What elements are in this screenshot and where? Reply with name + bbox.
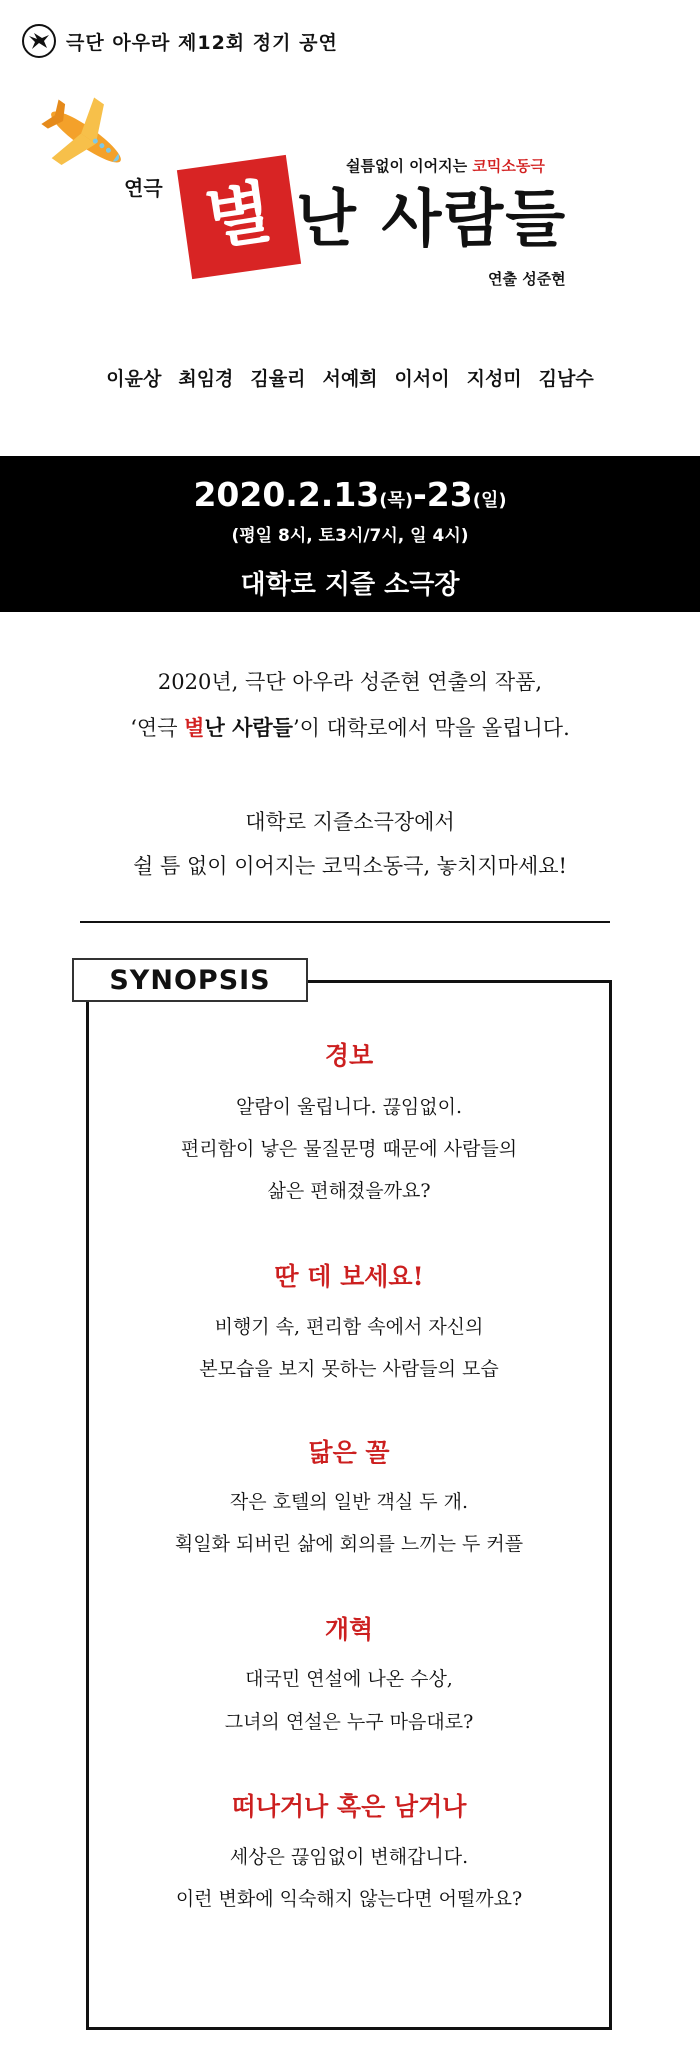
synopsis-line: 그녀의 연설은 누구 마음대로? [224,1711,474,1733]
synopsis-line: 알람이 울립니다. 끊임없이. [235,1096,463,1118]
intro-title-highlight: 별 [184,715,205,740]
cast-list [0,364,700,391]
title-subtitle [346,155,545,176]
synopsis-label [72,958,308,1002]
cast-member: 최임경 [178,368,234,390]
director-credit: 연출 성준현 [488,270,566,288]
cast-member: 이서이 [394,368,450,390]
venue-name: 대학로 지즐 소극장 [240,570,460,600]
synopsis-label-text: SYNOPSIS [109,964,271,996]
subtitle-text: 쉴틈없이 이어지는 [346,157,473,175]
cast-member: 김율리 [250,368,306,390]
date-end: -23 [413,475,473,514]
intro-title-rest: 난 사람들 [204,715,293,740]
synopsis-line: 편리함이 낳은 물질문명 때문에 사람들의 [180,1138,518,1160]
intro-quote-open: ‘연극 [130,716,185,740]
date-end-day: (일) [472,490,507,511]
synopsis-heading: 닮은 꼴 [308,1438,390,1467]
performance-dates [0,475,700,514]
intro-quote-close: ’이 대학로에서 막을 올립니다. [292,716,570,740]
date-start-day: (목) [379,490,414,511]
synopsis-line: 획일화 되버린 삶에 회의를 느끼는 두 커플 [174,1533,524,1555]
cast-member: 서예희 [322,368,378,390]
title-highlight-char: 별 [200,172,277,261]
synopsis-line: 삶은 편해졌을까요? [267,1180,431,1202]
section-divider [80,921,610,923]
subtitle-highlight: 코믹소동극 [472,157,545,175]
bird-logo-icon [22,24,56,58]
synopsis-heading: 딴 데 보세요! [274,1262,424,1291]
genre-label: 연극 [124,176,163,200]
cast-member: 이윤상 [106,368,162,390]
synopsis-heading: 경보 [324,1041,374,1070]
cast-member: 김남수 [538,368,594,390]
date-start: 2020.2.13 [193,475,380,514]
synopsis-heading: 개혁 [324,1615,374,1644]
intro-line-1: 2020년, 극단 아우라 성준현 연출의 작품, [157,670,543,694]
play-title: 난 사람들 [296,182,568,255]
troupe-header [22,24,338,58]
intro-line-3: 대학로 지즐소극장에서 [245,810,455,834]
synopsis-line: 세상은 끊임없이 변해갑니다. [229,1846,469,1868]
synopsis-line: 본모습을 보지 못하는 사람들의 모습 [199,1358,499,1380]
synopsis-line: 작은 호텔의 일반 객실 두 개. [229,1491,469,1513]
intro-line-2 [0,712,700,742]
synopsis-heading: 떠나거나 혹은 남거나 [231,1792,467,1821]
synopsis-line: 대국민 연설에 나온 수상, [245,1668,453,1690]
title-highlight-block [177,155,301,279]
synopsis-line: 비행기 속, 편리함 속에서 자신의 [214,1316,484,1338]
airplane-icon [40,92,132,182]
schedule-band [0,456,700,612]
intro-line-4: 쉴 틈 없이 이어지는 코믹소동극, 놓치지마세요! [133,854,567,878]
cast-member: 지성미 [466,368,522,390]
show-times: (평일 8시, 토3시/7시, 일 4시) [231,526,469,546]
synopsis-line: 이런 변화에 익숙해지 않는다면 어떨까요? [175,1888,523,1910]
troupe-title: 극단 아우라 제12회 정기 공연 [66,31,338,54]
